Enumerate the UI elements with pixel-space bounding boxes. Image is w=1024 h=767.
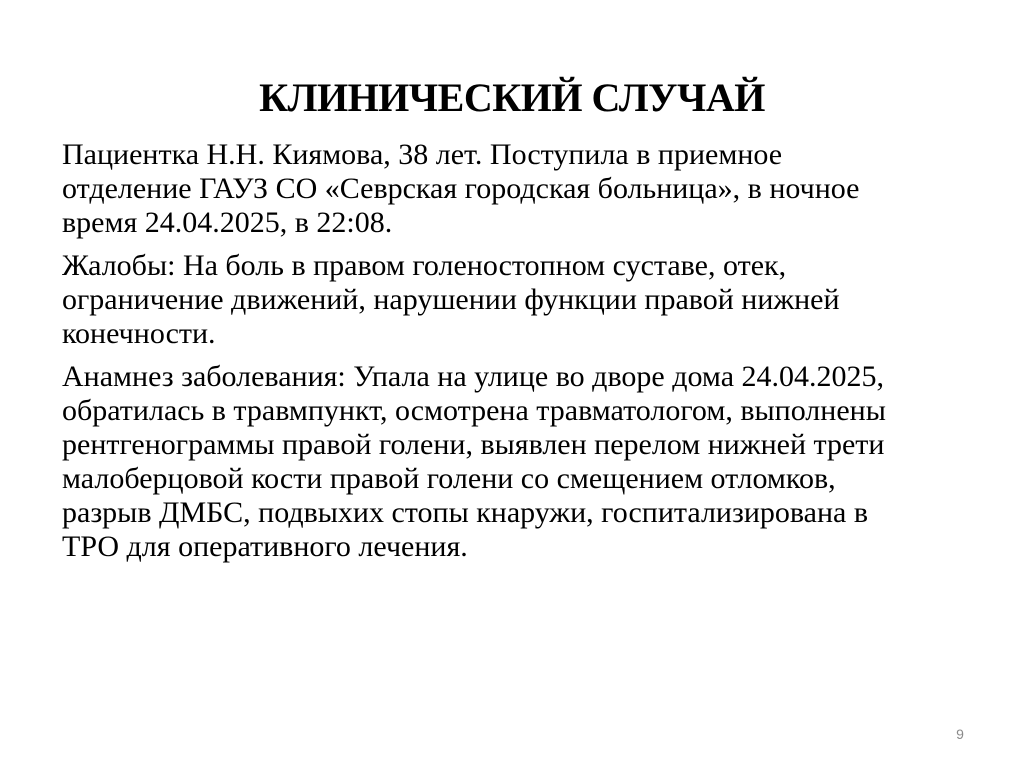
text-line: обратилась в травмпункт, осмотрена травматологом, выполнены <box>62 394 886 427</box>
page-number: 9 <box>956 726 964 742</box>
paragraph-complaints <box>62 249 982 351</box>
text-line: конечности. <box>62 317 216 350</box>
text-line: ограничение движений, нарушении функции правой нижней <box>62 283 840 316</box>
text-line: разрыв ДМБС, подвыхих стопы кнаружи, госпитализирована в <box>62 496 869 529</box>
slide-body <box>62 138 982 573</box>
text-line: Пациентка Н.Н. Киямова, 38 лет. Поступила в приемное <box>62 138 783 171</box>
paragraph-anamnesis <box>62 360 982 564</box>
text-line: время 24.04.2025, в 22:08. <box>62 206 393 239</box>
text-line: отделение ГАУЗ СО «Севрская городская больница», в ночное <box>62 172 860 205</box>
paragraph-patient-info <box>62 138 982 240</box>
text-line: рентгенограммы правой голени, выявлен перелом нижней трети <box>62 428 885 461</box>
slide-title: КЛИНИЧЕСКИЙ СЛУЧАЙ <box>259 75 765 120</box>
text-line: Анамнез заболевания: Упала на улице во дворе дома 24.04.2025, <box>62 360 885 393</box>
text-line: малоберцовой кости правой голени со смещением отломков, <box>62 462 836 495</box>
text-line: ТРО для оперативного лечения. <box>62 530 468 563</box>
text-line: Жалобы: На боль в правом голеностопном суставе, отек, <box>62 249 787 282</box>
